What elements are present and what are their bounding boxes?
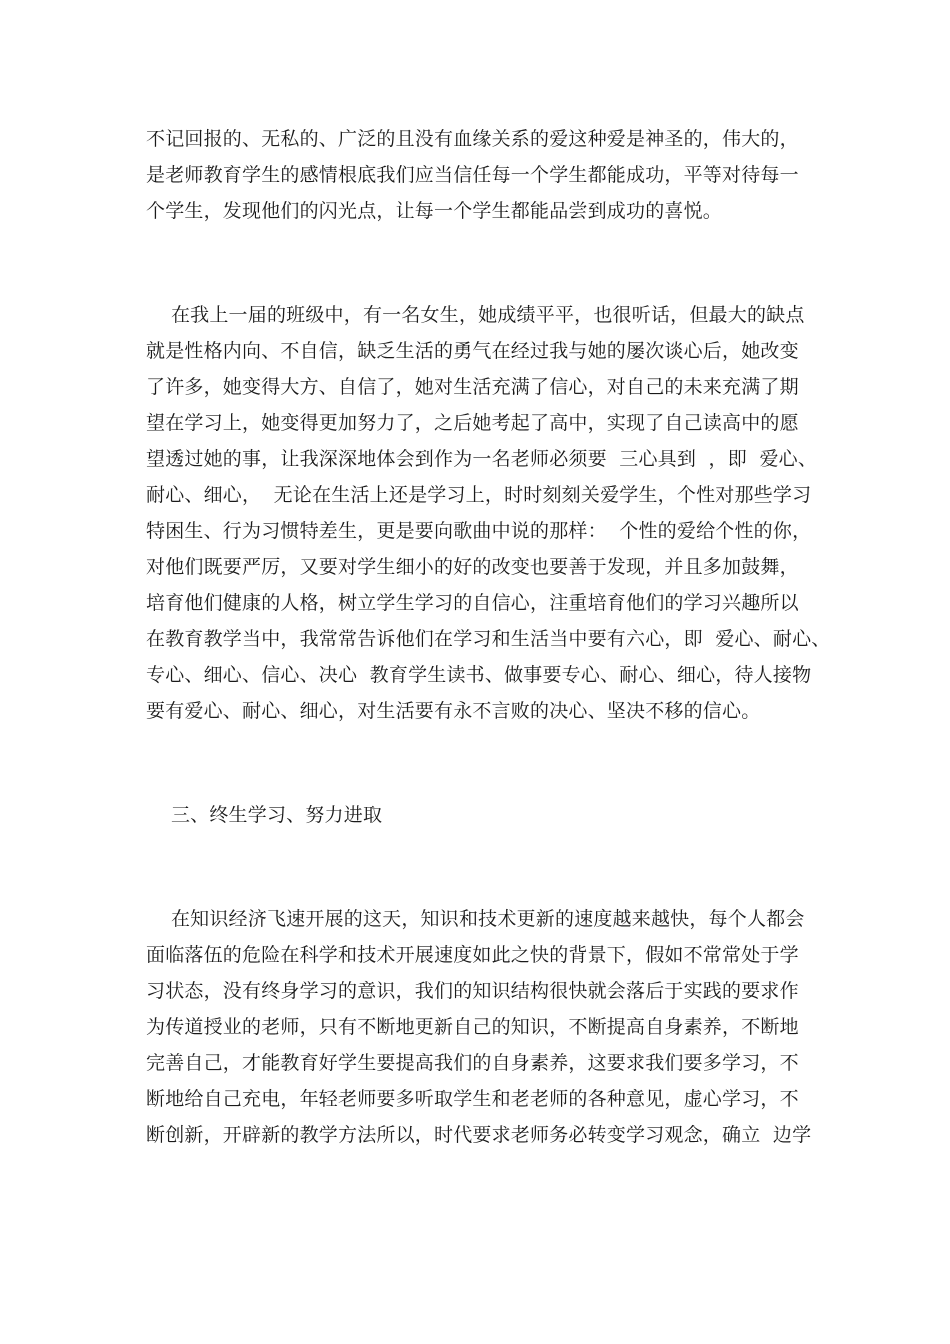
text-line: 耐心、细心， 无论在生活上还是学习上，时时刻刻关爱学生，个性对那些学习 bbox=[146, 484, 812, 506]
text-line: 在知识经济飞速开展的这天，知识和技术更新的速度越来越快，每个人都会 bbox=[146, 908, 805, 930]
text-line: 在我上一届的班级中，有一名女生，她成绩平平，也很听话，但最大的缺点 bbox=[146, 304, 805, 326]
text-line: 望在学习上，她变得更加努力了，之后她考起了高中，实现了自己读高中的愿 bbox=[146, 412, 799, 434]
text-line: 要有爱心、耐心、细心，对生活要有永不言败的决心、坚决不移的信心。 bbox=[146, 700, 761, 722]
text-line: 断地给自己充电，年轻老师要多听取学生和老老师的各种意见，虚心学习，不 bbox=[146, 1088, 799, 1110]
text-line: 为传道授业的老师，只有不断地更新自己的知识，不断提高自身素养，不断地 bbox=[146, 1016, 799, 1038]
text-line: 对他们既要严厉，又要对学生细小的好的改变也要善于发现，并且多加鼓舞， bbox=[146, 556, 799, 578]
section-heading: 三、终生学习、努力进取 bbox=[146, 804, 383, 826]
text-line: 断创新，开辟新的教学方法所以，时代要求老师务必转变学习观念，确立 边学 bbox=[146, 1124, 812, 1146]
text-line: 在教育教学当中，我常常告诉他们在学习和生活当中要有六心，即 爱心、耐心、 bbox=[146, 628, 831, 650]
text-line: 望透过她的事，让我深深地体会到作为一名老师必须要 三心具到 ，即 爱心、 bbox=[146, 448, 818, 470]
text-line: 特困生、行为习惯特差生，更是要向歌曲中说的那样： 个性的爱给个性的你， bbox=[146, 520, 812, 542]
text-line: 专心、细心、信心、决心 教育学生读书、做事要专心、耐心、细心，待人接物 bbox=[146, 664, 812, 686]
text-line: 培育他们健康的人格，树立学生学习的自信心，注重培育他们的学习兴趣所以 bbox=[146, 592, 799, 614]
text-line: 就是性格内向、不自信，缺乏生活的勇气在经过我与她的屡次谈心后，她改变 bbox=[146, 340, 799, 362]
text-line: 完善自己，才能教育好学生要提高我们的自身素养，这要求我们要多学习，不 bbox=[146, 1052, 799, 1074]
text-line: 个学生，发现他们的闪光点，让每一个学生都能品尝到成功的喜悦。 bbox=[146, 200, 723, 222]
text-line: 了许多，她变得大方、自信了，她对生活充满了信心，对自己的未来充满了期 bbox=[146, 376, 799, 398]
text-line: 是老师教育学生的感情根底我们应当信任每一个学生都能成功，平等对待每一 bbox=[146, 164, 799, 186]
text-line: 面临落伍的危险在科学和技术开展速度如此之快的背景下，假如不常常处于学 bbox=[146, 944, 799, 966]
text-line: 不记回报的、无私的、广泛的且没有血缘关系的爱这种爱是神圣的，伟大的， bbox=[146, 128, 799, 150]
text-line: 习状态，没有终身学习的意识，我们的知识结构很快就会落后于实践的要求作 bbox=[146, 980, 799, 1002]
